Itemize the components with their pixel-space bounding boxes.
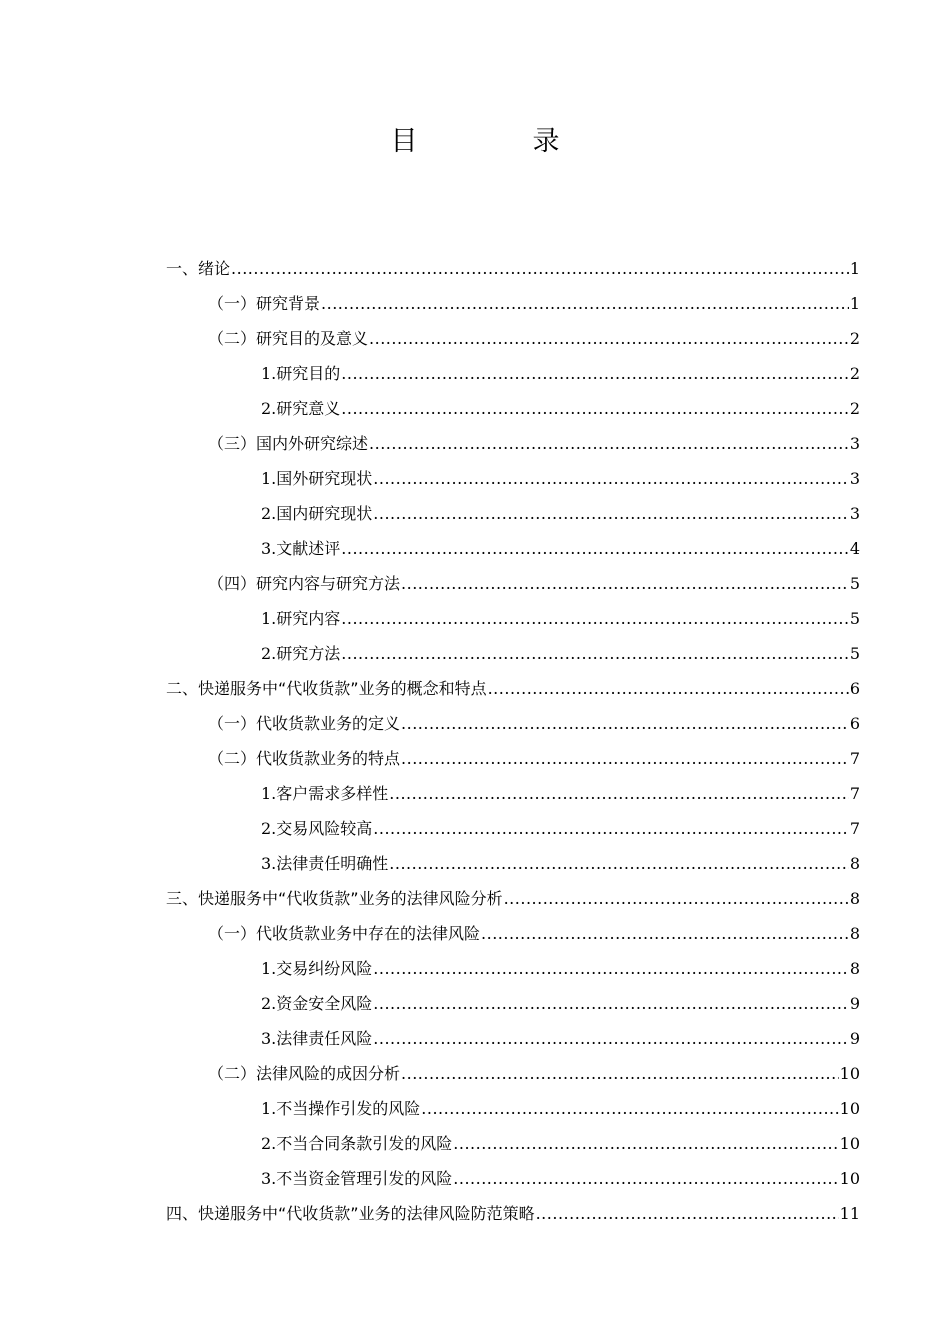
toc-dot-leader [321, 286, 849, 321]
toc-dot-leader [373, 811, 849, 846]
toc-entry[interactable] [166, 1161, 860, 1196]
toc-dot-leader [453, 1161, 838, 1196]
toc-entry-label: 2.研究意义 [261, 399, 341, 418]
toc-entry-label: 3.法律责任明确性 [261, 854, 389, 873]
toc-entry[interactable] [166, 881, 860, 916]
toc-entry-page-number: 1 [849, 259, 860, 278]
toc-entry[interactable] [166, 1056, 860, 1091]
toc-entry[interactable] [166, 426, 860, 461]
toc-entry-page-number: 5 [849, 609, 860, 628]
toc-entry-page-number: 8 [849, 959, 860, 978]
toc-entry[interactable] [166, 951, 860, 986]
toc-entry-label: （三）国内外研究综述 [208, 434, 369, 453]
toc-dot-leader [373, 1021, 849, 1056]
toc-dot-leader [373, 986, 849, 1021]
toc-entry-page-number: 3 [849, 469, 860, 488]
toc-entry[interactable] [166, 391, 860, 426]
toc-dot-leader [389, 846, 849, 881]
toc-entry-page-number: 2 [849, 329, 860, 348]
toc-entry-page-number: 1 [849, 294, 860, 313]
toc-dot-leader [369, 426, 849, 461]
toc-entry-page-number: 10 [839, 1169, 860, 1188]
toc-entry-page-number: 9 [849, 994, 860, 1013]
toc-entry-label: 一、绪论 [166, 259, 231, 278]
toc-entry-page-number: 10 [839, 1064, 860, 1083]
toc-entry[interactable] [166, 986, 860, 1021]
toc-entry[interactable] [166, 356, 860, 391]
toc-dot-leader [341, 636, 849, 671]
toc-entry[interactable] [166, 251, 860, 286]
toc-entry-label: （二）代收货款业务的特点 [208, 749, 401, 768]
toc-entry-page-number: 11 [839, 1204, 860, 1223]
toc-dot-leader [341, 601, 849, 636]
toc-dot-leader [373, 951, 849, 986]
toc-entry-page-number: 6 [849, 679, 860, 698]
toc-entry-label: （四）研究内容与研究方法 [208, 574, 401, 593]
toc-entry[interactable] [166, 566, 860, 601]
toc-entry-label: 2.国内研究现状 [261, 504, 373, 523]
toc-entry-label: （二）法律风险的成因分析 [208, 1064, 401, 1083]
toc-entry-label: （一）代收货款业务中存在的法律风险 [208, 924, 481, 943]
toc-dot-leader [536, 1196, 839, 1231]
toc-entry[interactable] [166, 461, 860, 496]
toc-entry[interactable] [166, 1091, 860, 1126]
toc-entry-page-number: 10 [839, 1099, 860, 1118]
toc-entry-label: 2.交易风险较高 [261, 819, 373, 838]
toc-entry-page-number: 7 [849, 749, 860, 768]
toc-entry[interactable] [166, 321, 860, 356]
toc-entry-label: 三、快递服务中“代收货款”业务的法律风险分析 [166, 889, 503, 908]
toc-entry[interactable] [166, 636, 860, 671]
toc-dot-leader [504, 881, 849, 916]
toc-entry-label: 2.资金安全风险 [261, 994, 373, 1013]
toc-entry-page-number: 5 [849, 644, 860, 663]
toc-entry-label: 1.不当操作引发的风险 [261, 1099, 421, 1118]
toc-entry[interactable] [166, 776, 860, 811]
toc-dot-leader [421, 1091, 838, 1126]
toc-entry-page-number: 8 [849, 924, 860, 943]
toc-entry-label: 1.国外研究现状 [261, 469, 373, 488]
toc-dot-leader [341, 391, 849, 426]
toc-entry-page-number: 2 [849, 399, 860, 418]
toc-entry[interactable] [166, 1196, 860, 1231]
toc-entry-label: （二）研究目的及意义 [208, 329, 369, 348]
toc-entry[interactable] [166, 706, 860, 741]
toc-entry[interactable] [166, 846, 860, 881]
toc-entry-label: 3.文献述评 [261, 539, 341, 558]
toc-dot-leader [373, 461, 849, 496]
toc-dot-leader [401, 706, 849, 741]
page-title: 目 录 [390, 126, 604, 157]
table-of-contents [166, 251, 860, 1231]
toc-entry-label: （一）研究背景 [208, 294, 321, 313]
toc-entry[interactable] [166, 811, 860, 846]
toc-entry[interactable] [166, 601, 860, 636]
toc-entry-page-number: 3 [849, 504, 860, 523]
toc-entry[interactable] [166, 671, 860, 706]
toc-entry[interactable] [166, 286, 860, 321]
toc-entry-page-number: 8 [849, 889, 860, 908]
toc-entry-label: 3.法律责任风险 [261, 1029, 373, 1048]
toc-dot-leader [231, 251, 849, 286]
toc-entry[interactable] [166, 916, 860, 951]
toc-entry[interactable] [166, 496, 860, 531]
toc-entry-label: 2.不当合同条款引发的风险 [261, 1134, 453, 1153]
toc-entry-page-number: 3 [849, 434, 860, 453]
toc-entry-page-number: 8 [849, 854, 860, 873]
toc-entry-page-number: 7 [849, 819, 860, 838]
toc-entry-label: 1.交易纠纷风险 [261, 959, 373, 978]
toc-dot-leader [453, 1126, 838, 1161]
toc-dot-leader [341, 356, 849, 391]
toc-entry[interactable] [166, 741, 860, 776]
toc-dot-leader [369, 321, 849, 356]
toc-dot-leader [481, 916, 849, 951]
toc-entry-label: 1.客户需求多样性 [261, 784, 389, 803]
toc-dot-leader [401, 741, 849, 776]
toc-dot-leader [401, 1056, 839, 1091]
toc-entry-page-number: 10 [839, 1134, 860, 1153]
toc-entry[interactable] [166, 1126, 860, 1161]
toc-entry-page-number: 9 [849, 1029, 860, 1048]
toc-dot-leader [389, 776, 849, 811]
toc-entry-label: 2.研究方法 [261, 644, 341, 663]
toc-entry-page-number: 2 [849, 364, 860, 383]
toc-dot-leader [401, 566, 849, 601]
toc-entry-label: 3.不当资金管理引发的风险 [261, 1169, 453, 1188]
toc-entry-page-number: 5 [849, 574, 860, 593]
toc-dot-leader [341, 531, 849, 566]
toc-entry[interactable] [166, 531, 860, 566]
toc-entry-label: （一）代收货款业务的定义 [208, 714, 401, 733]
toc-dot-leader [488, 671, 849, 706]
toc-entry-label: 1.研究目的 [261, 364, 341, 383]
toc-entry[interactable] [166, 1021, 860, 1056]
toc-entry-label: 1.研究内容 [261, 609, 341, 628]
toc-entry-label: 二、快递服务中“代收货款”业务的概念和特点 [166, 679, 487, 698]
toc-entry-page-number: 6 [849, 714, 860, 733]
toc-entry-page-number: 7 [849, 784, 860, 803]
toc-dot-leader [373, 496, 849, 531]
toc-entry-label: 四、快递服务中“代收货款”业务的法律风险防范策略 [166, 1204, 535, 1223]
toc-entry-page-number: 4 [849, 539, 860, 558]
